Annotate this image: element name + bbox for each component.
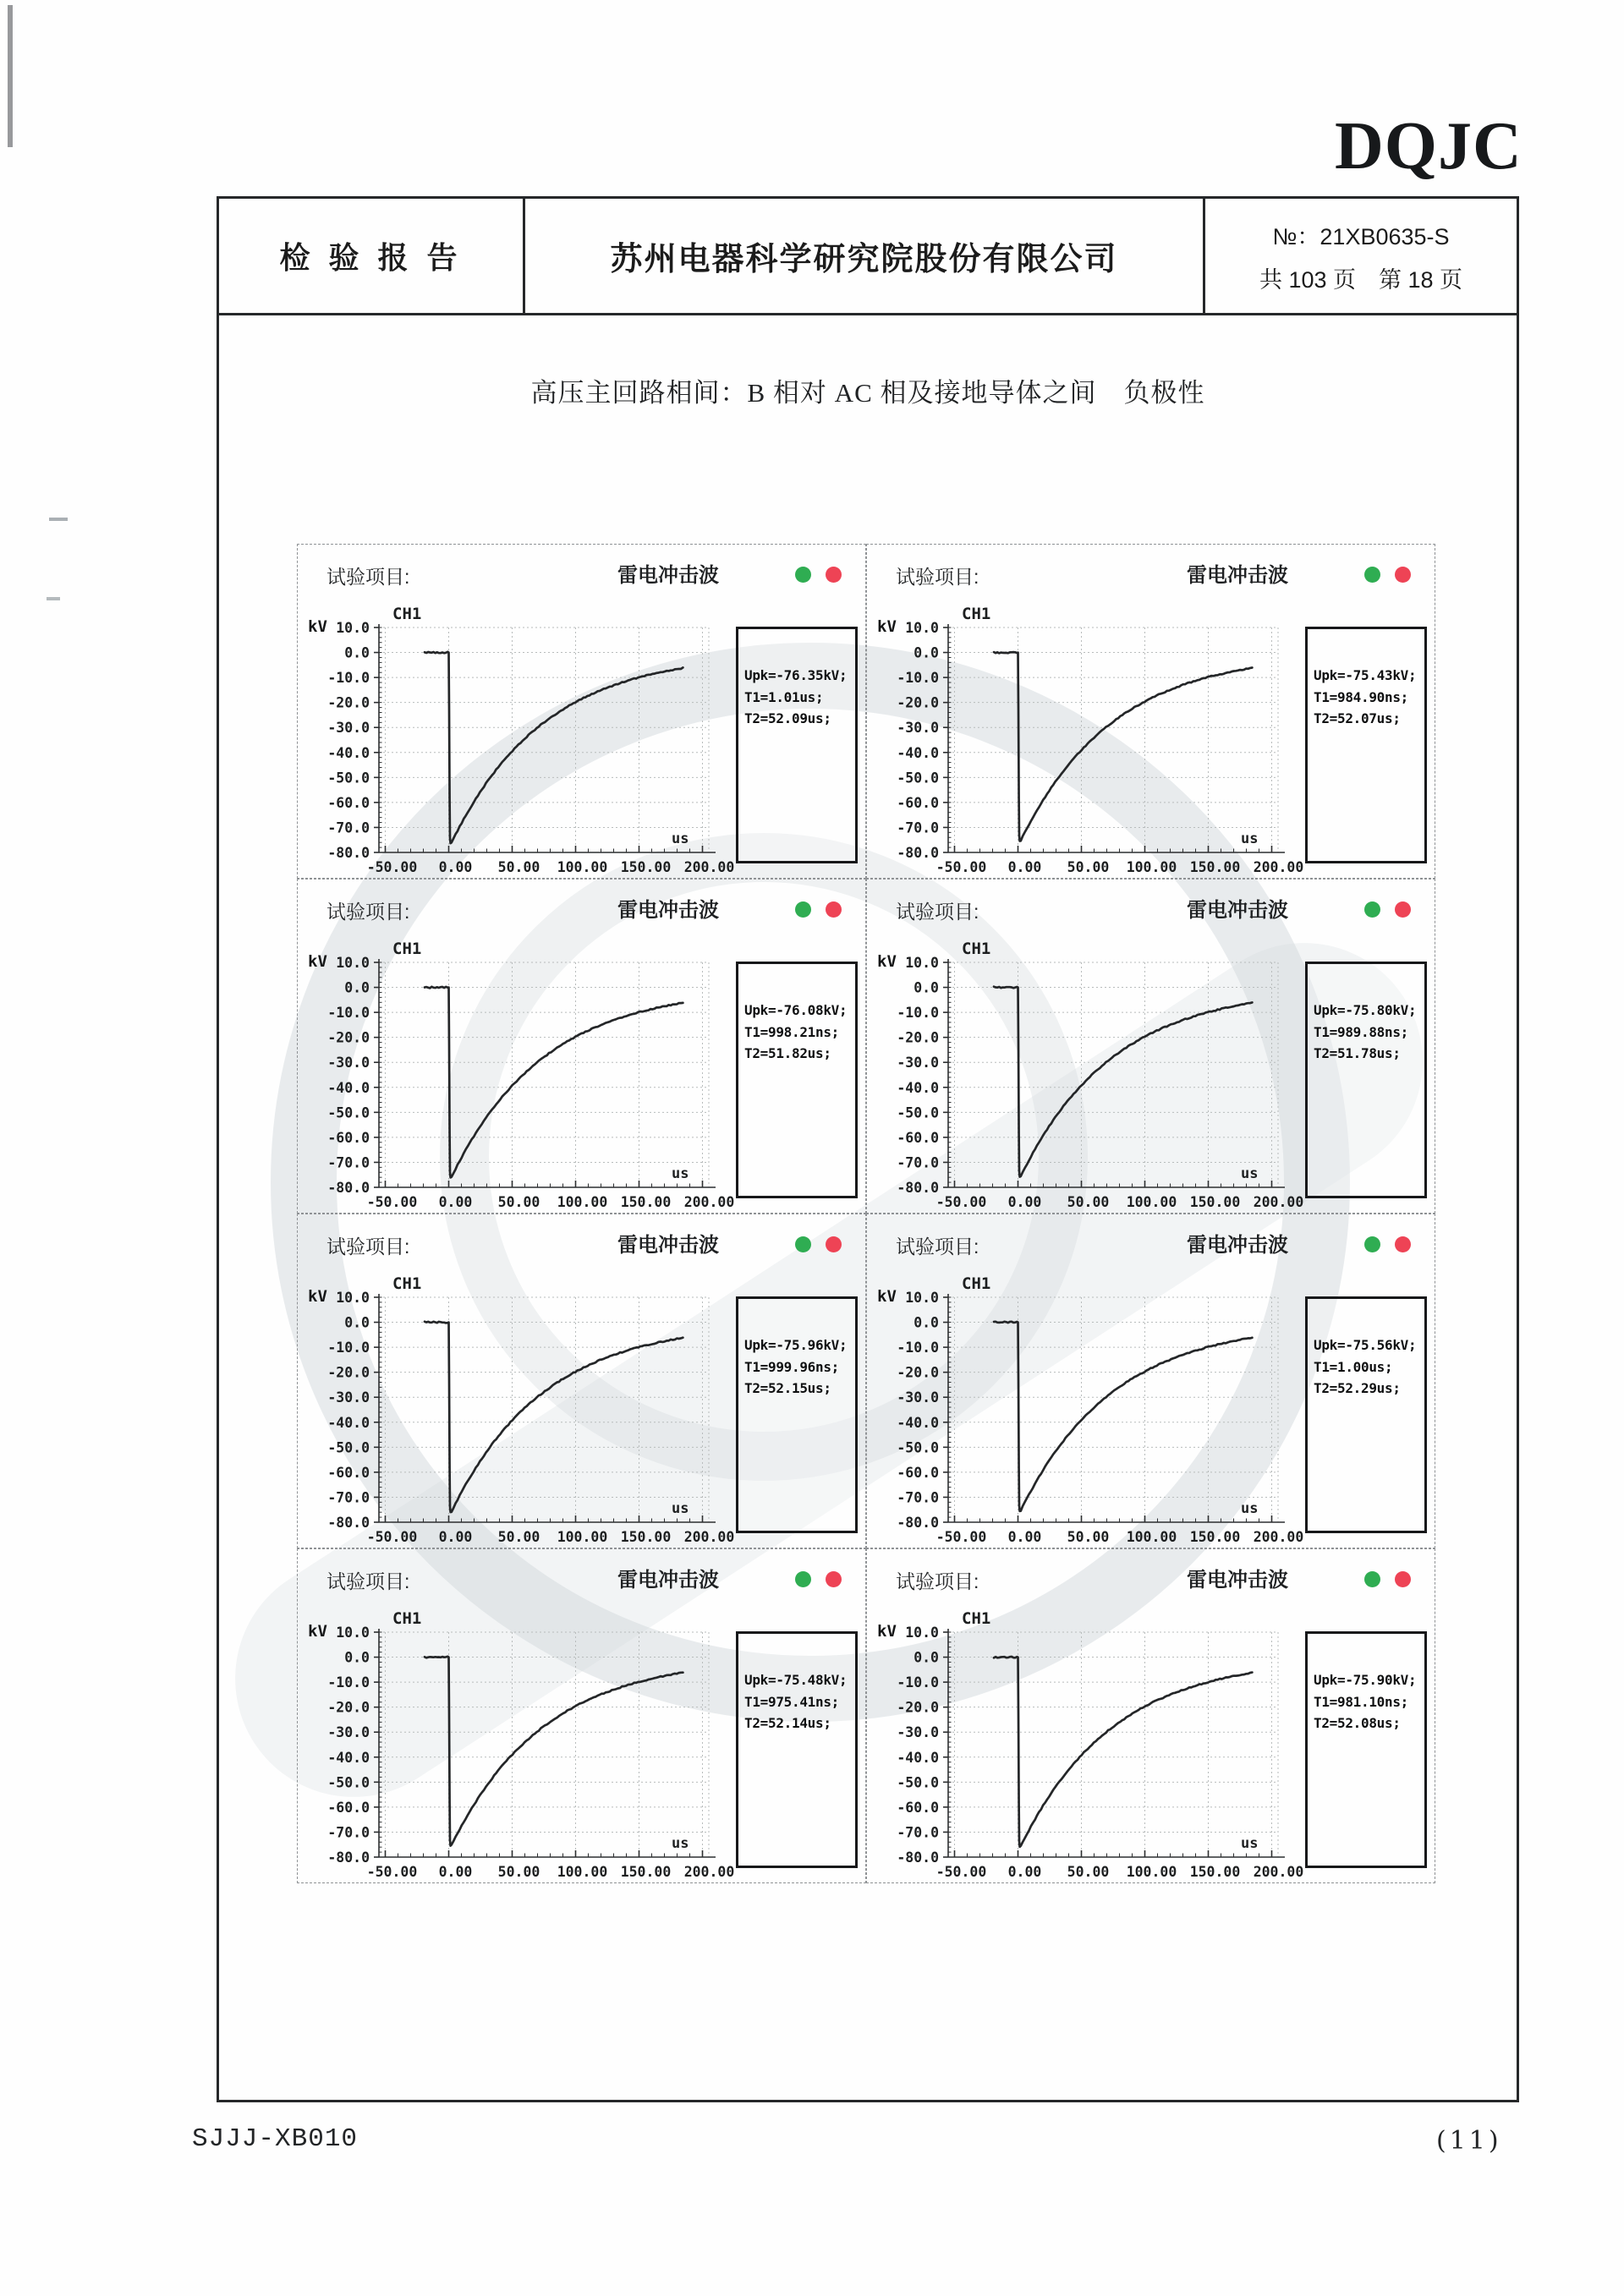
measurement-readout-box bbox=[736, 627, 858, 863]
axis-labels bbox=[897, 1274, 1303, 1545]
x-axis-unit-label: us bbox=[672, 1500, 689, 1517]
svg-text:0.00: 0.00 bbox=[438, 859, 473, 875]
x-axis-unit-label: us bbox=[1241, 1835, 1259, 1852]
svg-text:-40.0: -40.0 bbox=[327, 1749, 370, 1766]
svg-text:10.0: 10.0 bbox=[336, 955, 370, 971]
svg-text:100.00: 100.00 bbox=[557, 1529, 608, 1545]
waveform-type-label: 雷电冲击波 bbox=[617, 1569, 719, 1592]
channel-label: CH1 bbox=[392, 605, 422, 623]
waveform-type-label: 雷电冲击波 bbox=[617, 899, 719, 922]
y-axis-unit-label: kV bbox=[877, 617, 897, 636]
svg-text:-60.0: -60.0 bbox=[897, 1464, 939, 1481]
svg-text:-50.0: -50.0 bbox=[897, 770, 939, 786]
test-item-label: 试验项目: bbox=[326, 566, 410, 588]
t1-readout: T1=981.10ns; bbox=[1314, 1693, 1408, 1710]
svg-text:100.00: 100.00 bbox=[1126, 859, 1177, 875]
svg-text:-80.0: -80.0 bbox=[327, 1515, 370, 1531]
svg-text:-10.0: -10.0 bbox=[897, 1674, 939, 1691]
svg-text:-70.0: -70.0 bbox=[327, 1154, 370, 1171]
x-axis-unit-label: us bbox=[1241, 830, 1259, 847]
plot-axes bbox=[943, 1629, 1285, 1857]
svg-text:-40.0: -40.0 bbox=[327, 744, 370, 761]
svg-text:10.0: 10.0 bbox=[905, 1290, 939, 1306]
svg-text:-30.0: -30.0 bbox=[897, 720, 939, 737]
svg-text:200.00: 200.00 bbox=[1253, 1194, 1304, 1210]
t2-readout: T2=52.08us; bbox=[1314, 1715, 1401, 1732]
oscillogram-panel bbox=[866, 544, 1435, 879]
upk-readout: Upk=-75.96kV; bbox=[744, 1337, 848, 1353]
test-item-label: 试验项目: bbox=[326, 1570, 410, 1592]
svg-text:-10.0: -10.0 bbox=[897, 670, 939, 687]
svg-text:150.00: 150.00 bbox=[620, 859, 672, 875]
svg-text:100.00: 100.00 bbox=[557, 1194, 608, 1210]
waveform-type-label: 雷电冲击波 bbox=[1187, 899, 1288, 922]
t1-readout: T1=975.41ns; bbox=[744, 1693, 839, 1710]
svg-text:150.00: 150.00 bbox=[620, 1529, 672, 1545]
svg-text:-70.0: -70.0 bbox=[327, 1489, 370, 1506]
svg-text:-40.0: -40.0 bbox=[897, 744, 939, 761]
svg-text:-50.0: -50.0 bbox=[327, 1104, 370, 1121]
plot-grid bbox=[379, 1297, 709, 1522]
plot-grid bbox=[379, 962, 709, 1187]
y-axis-unit-label: kV bbox=[308, 617, 327, 636]
axis-labels bbox=[327, 940, 734, 1210]
oscillogram-panel bbox=[297, 879, 866, 1214]
svg-text:-50.0: -50.0 bbox=[897, 1104, 939, 1121]
t2-readout: T2=52.09us; bbox=[744, 710, 831, 727]
svg-text:-40.0: -40.0 bbox=[327, 1079, 370, 1096]
svg-text:-50.00: -50.00 bbox=[366, 1864, 418, 1880]
svg-text:0.00: 0.00 bbox=[1007, 1529, 1042, 1545]
svg-text:-10.0: -10.0 bbox=[327, 1674, 370, 1691]
x-axis-unit-label: us bbox=[1241, 1165, 1259, 1182]
svg-text:-10.0: -10.0 bbox=[327, 1340, 370, 1356]
waveform-type-label: 雷电冲击波 bbox=[617, 564, 719, 587]
svg-text:-50.00: -50.00 bbox=[935, 859, 987, 875]
svg-text:-50.00: -50.00 bbox=[935, 1864, 987, 1880]
svg-text:-30.0: -30.0 bbox=[897, 1389, 939, 1406]
svg-text:-10.0: -10.0 bbox=[897, 1005, 939, 1022]
svg-text:-70.0: -70.0 bbox=[897, 1489, 939, 1506]
t2-readout: T2=51.78us; bbox=[1314, 1045, 1401, 1062]
waveform-trace bbox=[425, 1657, 683, 1846]
oscillogram-panel bbox=[866, 1548, 1435, 1883]
x-axis-unit-label: us bbox=[672, 1835, 689, 1852]
plot-grid bbox=[948, 1297, 1278, 1522]
channel-label: CH1 bbox=[392, 1274, 422, 1293]
measurement-readout-box bbox=[736, 962, 858, 1198]
svg-text:-10.0: -10.0 bbox=[327, 670, 370, 687]
svg-text:-20.0: -20.0 bbox=[327, 1029, 370, 1046]
y-axis-unit-label: kV bbox=[877, 1287, 897, 1306]
y-axis-unit-label: kV bbox=[308, 1622, 327, 1641]
svg-text:150.00: 150.00 bbox=[620, 1194, 672, 1210]
axis-labels bbox=[897, 605, 1303, 875]
svg-text:-20.0: -20.0 bbox=[327, 1699, 370, 1716]
page-number: (11) bbox=[1436, 2126, 1502, 2156]
test-section-title: 高压主回路相间：B 相对 AC 相及接地导体之间 负极性 bbox=[530, 378, 1205, 408]
svg-text:0.0: 0.0 bbox=[344, 644, 370, 661]
t2-readout: T2=52.14us; bbox=[744, 1715, 831, 1732]
channel-label: CH1 bbox=[962, 605, 991, 623]
svg-text:-60.0: -60.0 bbox=[327, 1464, 370, 1481]
svg-text:0.0: 0.0 bbox=[914, 1314, 939, 1331]
svg-text:-40.0: -40.0 bbox=[897, 1079, 939, 1096]
svg-text:150.00: 150.00 bbox=[1189, 1529, 1241, 1545]
oscillogram-grid bbox=[297, 544, 1435, 1885]
t1-readout: T1=989.88ns; bbox=[1314, 1023, 1408, 1040]
svg-text:-20.0: -20.0 bbox=[897, 1364, 939, 1381]
axis-labels bbox=[327, 605, 734, 875]
t2-readout: T2=52.15us; bbox=[744, 1380, 831, 1397]
plot-axes bbox=[374, 959, 716, 1187]
svg-text:0.0: 0.0 bbox=[344, 1649, 370, 1666]
test-item-label: 试验项目: bbox=[896, 901, 979, 923]
waveform-trace bbox=[994, 1322, 1252, 1511]
svg-text:-60.0: -60.0 bbox=[327, 794, 370, 811]
company-name-cell: 苏州电器科学研究院股份有限公司 bbox=[525, 199, 1205, 313]
svg-text:10.0: 10.0 bbox=[905, 620, 939, 636]
svg-text:-50.00: -50.00 bbox=[366, 1529, 418, 1545]
svg-text:50.00: 50.00 bbox=[1067, 1529, 1110, 1545]
form-code: SJJJ-XB010 bbox=[192, 2124, 359, 2154]
svg-text:150.00: 150.00 bbox=[1189, 859, 1241, 875]
oscillogram-panel bbox=[866, 879, 1435, 1214]
scan-edge-artifact bbox=[8, 5, 13, 147]
svg-text:10.0: 10.0 bbox=[336, 620, 370, 636]
svg-text:-60.0: -60.0 bbox=[327, 1129, 370, 1146]
plot-axes bbox=[943, 1294, 1285, 1522]
svg-text:0.0: 0.0 bbox=[344, 979, 370, 996]
plot-axes bbox=[943, 624, 1285, 852]
svg-text:100.00: 100.00 bbox=[557, 1864, 608, 1880]
t1-readout: T1=998.21ns; bbox=[744, 1023, 839, 1040]
svg-text:0.00: 0.00 bbox=[438, 1194, 473, 1210]
upk-readout: Upk=-76.35kV; bbox=[744, 667, 848, 683]
plot-axes bbox=[374, 1629, 716, 1857]
svg-text:200.00: 200.00 bbox=[683, 1194, 735, 1210]
svg-text:200.00: 200.00 bbox=[683, 1864, 735, 1880]
svg-text:50.00: 50.00 bbox=[1067, 859, 1110, 875]
lab-logo: DQJC bbox=[1335, 109, 1522, 184]
oscillogram-panel bbox=[297, 544, 866, 879]
svg-text:150.00: 150.00 bbox=[1189, 1194, 1241, 1210]
svg-text:-30.0: -30.0 bbox=[327, 1724, 370, 1741]
t1-readout: T1=999.96ns; bbox=[744, 1358, 839, 1375]
oscillogram-panel bbox=[297, 1214, 866, 1548]
test-item-label: 试验项目: bbox=[326, 1236, 410, 1258]
measurement-readout-box bbox=[736, 1296, 858, 1533]
svg-text:50.00: 50.00 bbox=[1067, 1194, 1110, 1210]
svg-text:10.0: 10.0 bbox=[336, 1625, 370, 1641]
svg-text:-70.0: -70.0 bbox=[897, 1154, 939, 1171]
svg-text:-80.0: -80.0 bbox=[327, 1849, 370, 1866]
measurement-readout-box bbox=[1305, 1296, 1427, 1533]
svg-text:10.0: 10.0 bbox=[905, 955, 939, 971]
svg-text:-40.0: -40.0 bbox=[327, 1414, 370, 1431]
svg-text:0.0: 0.0 bbox=[914, 1649, 939, 1666]
t1-readout: T1=1.00us; bbox=[1314, 1358, 1393, 1375]
upk-readout: Upk=-75.43kV; bbox=[1314, 667, 1417, 683]
axis-labels bbox=[327, 1609, 734, 1880]
waveform-trace bbox=[425, 987, 683, 1178]
plot-grid bbox=[379, 1632, 709, 1857]
t2-readout: T2=52.29us; bbox=[1314, 1380, 1401, 1397]
svg-text:10.0: 10.0 bbox=[905, 1625, 939, 1641]
svg-text:-50.0: -50.0 bbox=[327, 770, 370, 786]
waveform-trace bbox=[994, 652, 1252, 841]
svg-text:-20.0: -20.0 bbox=[897, 1029, 939, 1046]
svg-text:-60.0: -60.0 bbox=[897, 1799, 939, 1816]
svg-text:200.00: 200.00 bbox=[1253, 859, 1304, 875]
test-item-label: 试验项目: bbox=[896, 1236, 979, 1258]
y-axis-unit-label: kV bbox=[877, 952, 897, 971]
svg-text:-80.0: -80.0 bbox=[897, 1849, 939, 1866]
svg-text:0.0: 0.0 bbox=[914, 979, 939, 996]
svg-text:100.00: 100.00 bbox=[1126, 1194, 1177, 1210]
channel-label: CH1 bbox=[392, 1609, 422, 1628]
plot-axes bbox=[943, 959, 1285, 1187]
svg-text:150.00: 150.00 bbox=[620, 1864, 672, 1880]
x-axis-unit-label: us bbox=[1241, 1500, 1259, 1517]
waveform-trace bbox=[425, 1322, 683, 1512]
y-axis-unit-label: kV bbox=[308, 952, 327, 971]
svg-text:-80.0: -80.0 bbox=[327, 1180, 370, 1196]
y-axis-unit-label: kV bbox=[308, 1287, 327, 1306]
svg-text:0.0: 0.0 bbox=[344, 1314, 370, 1331]
svg-text:-60.0: -60.0 bbox=[327, 1799, 370, 1816]
plot-axes bbox=[374, 624, 716, 852]
plot-grid bbox=[948, 962, 1278, 1187]
plot-axes bbox=[374, 1294, 716, 1522]
svg-text:50.00: 50.00 bbox=[1067, 1864, 1110, 1880]
svg-text:-60.0: -60.0 bbox=[897, 794, 939, 811]
measurement-readout-box bbox=[1305, 962, 1427, 1198]
plot-grid bbox=[948, 1632, 1278, 1857]
svg-text:-20.0: -20.0 bbox=[327, 694, 370, 711]
svg-text:200.00: 200.00 bbox=[683, 1529, 735, 1545]
svg-text:-20.0: -20.0 bbox=[897, 1699, 939, 1716]
t1-readout: T1=984.90ns; bbox=[1314, 688, 1408, 705]
upk-readout: Upk=-76.08kV; bbox=[744, 1002, 848, 1018]
svg-text:-40.0: -40.0 bbox=[897, 1414, 939, 1431]
t1-readout: T1=1.01us; bbox=[744, 688, 824, 705]
svg-text:-50.00: -50.00 bbox=[935, 1194, 987, 1210]
waveform-type-label: 雷电冲击波 bbox=[1187, 564, 1288, 587]
svg-text:50.00: 50.00 bbox=[497, 1864, 540, 1880]
svg-text:100.00: 100.00 bbox=[1126, 1864, 1177, 1880]
svg-text:-80.0: -80.0 bbox=[327, 845, 370, 861]
svg-text:-30.0: -30.0 bbox=[327, 1055, 370, 1071]
svg-text:-70.0: -70.0 bbox=[897, 819, 939, 836]
svg-text:50.00: 50.00 bbox=[497, 1194, 540, 1210]
axis-labels bbox=[897, 940, 1303, 1210]
axis-labels bbox=[897, 1609, 1303, 1880]
channel-label: CH1 bbox=[962, 1609, 991, 1628]
svg-text:-80.0: -80.0 bbox=[897, 1180, 939, 1196]
oscillogram-panel bbox=[297, 1548, 866, 1883]
x-axis-unit-label: us bbox=[672, 1165, 689, 1182]
report-number: №：21XB0635-S bbox=[1272, 223, 1450, 249]
svg-text:-80.0: -80.0 bbox=[897, 845, 939, 861]
svg-text:-50.0: -50.0 bbox=[327, 1774, 370, 1791]
channel-label: CH1 bbox=[962, 940, 991, 958]
scan-mark bbox=[47, 597, 60, 600]
measurement-readout-box bbox=[736, 1631, 858, 1868]
svg-text:-40.0: -40.0 bbox=[897, 1749, 939, 1766]
svg-text:-20.0: -20.0 bbox=[327, 1364, 370, 1381]
channel-label: CH1 bbox=[392, 940, 422, 958]
upk-readout: Upk=-75.48kV; bbox=[744, 1672, 848, 1688]
svg-text:200.00: 200.00 bbox=[1253, 1864, 1304, 1880]
measurement-readout-box bbox=[1305, 1631, 1427, 1868]
waveform-type-label: 雷电冲击波 bbox=[1187, 1569, 1288, 1592]
channel-label: CH1 bbox=[962, 1274, 991, 1293]
svg-text:-80.0: -80.0 bbox=[897, 1515, 939, 1531]
svg-text:-30.0: -30.0 bbox=[897, 1724, 939, 1741]
report-header-table bbox=[219, 199, 1517, 315]
test-item-label: 试验项目: bbox=[896, 566, 979, 588]
svg-text:-30.0: -30.0 bbox=[327, 720, 370, 737]
svg-text:-50.00: -50.00 bbox=[935, 1529, 987, 1545]
measurement-readout-box bbox=[1305, 627, 1427, 863]
svg-text:-30.0: -30.0 bbox=[327, 1389, 370, 1406]
svg-text:-70.0: -70.0 bbox=[897, 1824, 939, 1841]
svg-text:-10.0: -10.0 bbox=[327, 1005, 370, 1022]
report-border-box bbox=[217, 196, 1519, 2102]
svg-text:-50.0: -50.0 bbox=[327, 1439, 370, 1456]
svg-text:50.00: 50.00 bbox=[497, 859, 540, 875]
svg-text:0.00: 0.00 bbox=[438, 1529, 473, 1545]
waveform-trace bbox=[994, 987, 1252, 1177]
test-item-label: 试验项目: bbox=[896, 1570, 979, 1592]
page-count: 共 103 页 第 18 页 bbox=[1259, 266, 1463, 293]
scan-mark bbox=[49, 518, 68, 521]
axis-labels bbox=[327, 1274, 734, 1545]
waveform-trace bbox=[425, 652, 683, 843]
svg-text:200.00: 200.00 bbox=[683, 859, 735, 875]
svg-text:0.00: 0.00 bbox=[1007, 859, 1042, 875]
report-number-cell bbox=[1205, 199, 1517, 313]
svg-text:-30.0: -30.0 bbox=[897, 1055, 939, 1071]
svg-text:-60.0: -60.0 bbox=[897, 1129, 939, 1146]
svg-text:-50.00: -50.00 bbox=[366, 1194, 418, 1210]
upk-readout: Upk=-75.90kV; bbox=[1314, 1672, 1417, 1688]
plot-grid bbox=[379, 627, 709, 852]
waveform-type-label: 雷电冲击波 bbox=[617, 1234, 719, 1257]
svg-text:-50.0: -50.0 bbox=[897, 1439, 939, 1456]
svg-text:0.00: 0.00 bbox=[1007, 1864, 1042, 1880]
upk-readout: Upk=-75.56kV; bbox=[1314, 1337, 1417, 1353]
y-axis-unit-label: kV bbox=[877, 1622, 897, 1641]
report-title-cell: 检 验 报 告 bbox=[219, 199, 525, 313]
oscillogram-panel bbox=[866, 1214, 1435, 1548]
svg-text:100.00: 100.00 bbox=[1126, 1529, 1177, 1545]
svg-text:-50.00: -50.00 bbox=[366, 859, 418, 875]
svg-text:-20.0: -20.0 bbox=[897, 694, 939, 711]
upk-readout: Upk=-75.80kV; bbox=[1314, 1002, 1417, 1018]
test-item-label: 试验项目: bbox=[326, 901, 410, 923]
t2-readout: T2=52.07us; bbox=[1314, 710, 1401, 727]
waveform-type-label: 雷电冲击波 bbox=[1187, 1234, 1288, 1257]
svg-text:-70.0: -70.0 bbox=[327, 819, 370, 836]
waveform-trace bbox=[994, 1657, 1252, 1847]
svg-text:100.00: 100.00 bbox=[557, 859, 608, 875]
svg-text:0.0: 0.0 bbox=[914, 644, 939, 661]
svg-text:-10.0: -10.0 bbox=[897, 1340, 939, 1356]
svg-text:0.00: 0.00 bbox=[438, 1864, 473, 1880]
svg-text:150.00: 150.00 bbox=[1189, 1864, 1241, 1880]
svg-text:10.0: 10.0 bbox=[336, 1290, 370, 1306]
svg-text:50.00: 50.00 bbox=[497, 1529, 540, 1545]
plot-grid bbox=[948, 627, 1278, 852]
svg-text:0.00: 0.00 bbox=[1007, 1194, 1042, 1210]
svg-text:-70.0: -70.0 bbox=[327, 1824, 370, 1841]
x-axis-unit-label: us bbox=[672, 830, 689, 847]
svg-text:-50.0: -50.0 bbox=[897, 1774, 939, 1791]
svg-text:200.00: 200.00 bbox=[1253, 1529, 1304, 1545]
t2-readout: T2=51.82us; bbox=[744, 1045, 831, 1062]
